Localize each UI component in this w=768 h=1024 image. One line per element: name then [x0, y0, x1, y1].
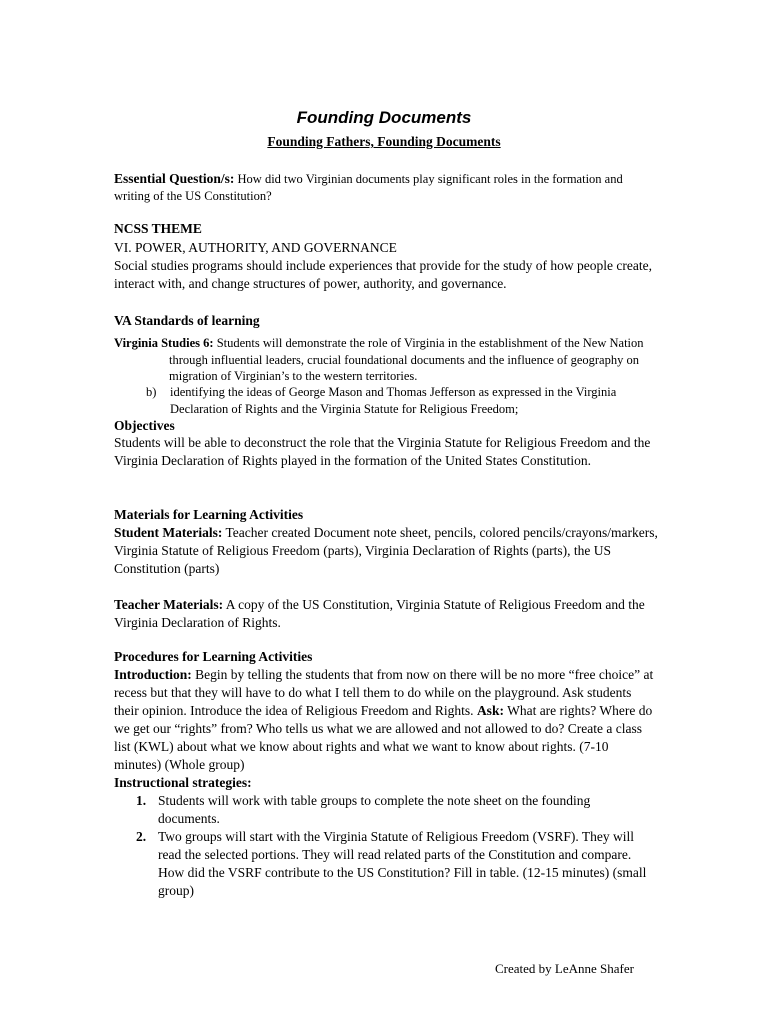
va-standard-subitem — [146, 384, 650, 417]
ncss-heading: NCSS THEME — [114, 221, 202, 236]
list-item-marker: 2. — [136, 829, 147, 844]
objectives-heading: Objectives — [114, 418, 175, 433]
list-item-text: Students will work with table groups to complete the note sheet on the founding documents. — [158, 793, 591, 826]
essential-question-label: Essential Question/s: — [114, 171, 235, 186]
ask-label: Ask: — [476, 703, 504, 718]
teacher-materials-label: Teacher Materials: — [114, 597, 224, 612]
introduction-paragraph — [114, 666, 659, 774]
list-item — [136, 792, 653, 828]
student-materials-text: Teacher created Document note sheet, pencils, colored pencils/crayons/markers, Virginia Statute of Religious Freedom (parts), Virginia Declaration of Rights (parts), the US Constitution (parts) — [114, 525, 658, 576]
introduction-text: Begin by telling the students that from now on there will be no more “free choice” at recess but that they will have to do what I tell them to do while on the playground. Ask students their opinion. Introduce the idea of Religious Freedom and Rights. — [114, 667, 654, 718]
teacher-materials — [114, 596, 659, 632]
subitem-text: identifying the ideas of George Mason and Thomas Jefferson as expressed in the Virginia Declaration of Rights and the Virginia Statute for Religious Freedom; — [170, 385, 617, 416]
list-item — [136, 828, 653, 900]
teacher-materials-text: A copy of the US Constitution, Virginia Statute of Religious Freedom and the Virginia Declaration of Rights. — [114, 597, 645, 630]
list-item-text: Two groups will start with the Virginia Statute of Religious Freedom (VSRF). They will read the selected portions. They will read related parts of the Constitution and compare. How did the VSRF contribute to the US Constitution? Fill in table. (12-15 minutes) (small group) — [158, 829, 647, 898]
student-materials-label: Student Materials: — [114, 525, 223, 540]
essential-question-text: How did two Virginian documents play significant roles in the formation and writing of the US Constitution? — [114, 172, 623, 203]
materials-heading: Materials for Learning Activities — [114, 507, 304, 522]
student-materials — [114, 524, 659, 578]
subitem-marker: b) — [146, 385, 157, 399]
footer-credit: Created by LeAnne Shafer — [495, 961, 634, 976]
page-subtitle: Founding Fathers, Founding Documents — [267, 134, 501, 149]
procedures-heading: Procedures for Learning Activities — [114, 649, 313, 664]
objectives-text: Students will be able to deconstruct the role that the Virginia Statute for Religious Freedom and the Virginia Declaration of Rights played in the formation of the United States Constitution. — [114, 435, 651, 468]
va-standard-body: Students will demonstrate the role of Virginia in the establishment of the New Nation through influential leaders, crucial foundational documents and the influence of geography on migration of Virginian’s to the western territories. — [169, 336, 644, 383]
ask-text: What are rights? Where do we get our “rights” from? Who tells us what we are allowed and not allowed to do? Create a class list (KWL) about what we know about rights and what we want to know about rights. (7-10 minutes) (Whole group) — [114, 703, 653, 772]
va-standard-text — [114, 335, 659, 385]
va-standard-label: Virginia Studies 6: — [114, 336, 214, 350]
va-standards-heading: VA Standards of learning — [114, 313, 260, 328]
page-title: Founding Documents — [296, 108, 472, 127]
strategies-heading: Instructional strategies: — [114, 775, 252, 790]
introduction-label: Introduction: — [114, 667, 192, 682]
essential-question — [114, 170, 659, 205]
ncss-text: Social studies programs should include experiences that provide for the study of how people create, interact with, and change structures of power, authority, and governance. — [114, 258, 652, 291]
ncss-theme: VI. POWER, AUTHORITY, AND GOVERNANCE — [114, 240, 397, 255]
list-item-marker: 1. — [136, 793, 147, 808]
